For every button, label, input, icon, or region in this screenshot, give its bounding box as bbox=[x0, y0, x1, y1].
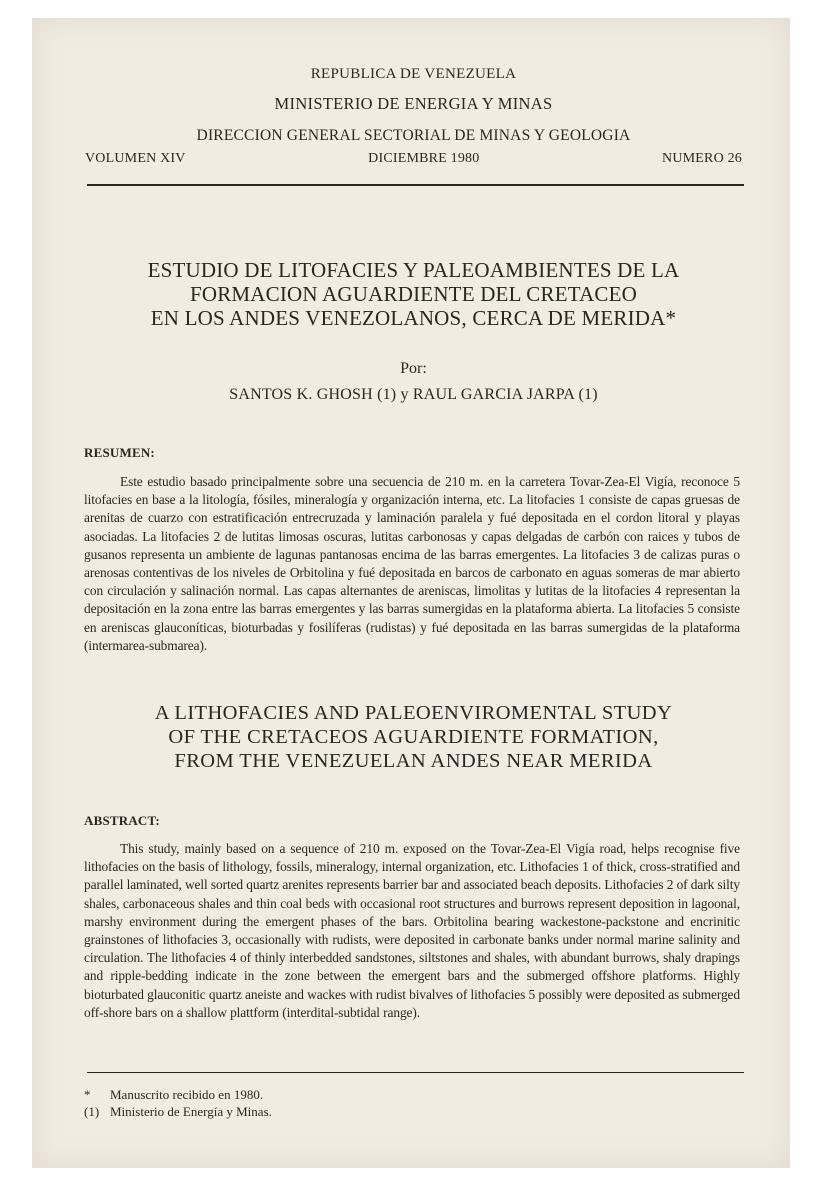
issue-info-row bbox=[85, 151, 742, 167]
issue-date: DICIEMBRE 1980 bbox=[368, 151, 480, 166]
summary-label: RESUMEN: bbox=[84, 445, 155, 460]
spanish-title-line: EN LOS ANDES VENEZOLANOS, CERCA DE MERIDA* bbox=[150, 306, 677, 330]
byline-label: Por: bbox=[400, 360, 427, 377]
footnote-text: Manuscrito recibido en 1980. bbox=[110, 1087, 264, 1102]
abstract-text: This study, mainly based on a sequence of 210 m. exposed on the Tovar-Zea-El Vigía road, helps recognise five lithofacies on the basis of lithology, fossils, mineralogy, internal organization, etc. Lithofacies 1 of thick, cross-stratified and parallel laminated, well sorted quartz arenites represents barrier bar and associated beach deposits. Lithofacies 2 of dark silty shales, carbonaceous shales and thin coal beds with occasional root structures and burrows represent deposition in lagoonal, marshy environment during the emergent phases of the bars. Orbitolina bearing wackestone-packstone and encrinitic grainstones of lithofacies 3, occasionally with rudists, were deposited in carbonate banks under normal marine salinity and circulation. The lithofacies 4 of thinly interbedded sandstones, siltstones and shales, with abundant burrows, shaly drapings and ripple-bedding indicate in the zone between the emergent bars and the submerged offshore platforms. Highly bioturbated glauconitic quartz aneiste and wackes with rudist bivalves of lithofacies 5 possibly were deposited as submerged off-shore bars on a shallow plattform (interdital-subtidal range). bbox=[84, 841, 740, 1020]
spanish-title bbox=[87, 258, 740, 330]
spanish-title-line: FORMACION AGUARDIENTE DEL CRETACEO bbox=[189, 282, 638, 306]
header-directorate: DIRECCION GENERAL SECTORIAL DE MINAS Y GEOLOGIA bbox=[196, 127, 631, 144]
english-title-line: A LITHOFACIES AND PALEOENVIROMENTAL STUDY bbox=[154, 702, 673, 724]
header-ministry: MINISTERIO DE ENERGIA Y MINAS bbox=[274, 94, 553, 113]
footnotes bbox=[84, 1086, 272, 1120]
footnote bbox=[84, 1086, 272, 1103]
footnote-divider bbox=[87, 1072, 744, 1073]
header-country: REPUBLICA DE VENEZUELA bbox=[310, 66, 517, 82]
footnote-text: Ministerio de Energía y Minas. bbox=[110, 1104, 272, 1119]
english-title-line: OF THE CRETACEOS AGUARDIENTE FORMATION, bbox=[168, 726, 659, 748]
footnote bbox=[84, 1103, 272, 1120]
abstract-label: ABSTRACT: bbox=[84, 813, 160, 828]
volume-label: VOLUMEN XIV bbox=[85, 151, 186, 166]
english-title bbox=[87, 701, 740, 773]
footnote-mark: (1) bbox=[84, 1104, 100, 1119]
footnote-mark: * bbox=[84, 1087, 91, 1102]
authors: SANTOS K. GHOSH (1) y RAUL GARCIA JARPA (1) bbox=[229, 386, 598, 403]
journal-page bbox=[32, 18, 790, 1168]
english-title-line: FROM THE VENEZUELAN ANDES NEAR MERIDA bbox=[174, 750, 653, 772]
header-divider bbox=[87, 184, 744, 186]
spanish-title-line: ESTUDIO DE LITOFACIES Y PALEOAMBIENTES DE LA bbox=[147, 258, 680, 282]
issue-number: NUMERO 26 bbox=[662, 151, 742, 166]
summary-text: Este estudio basado principalmente sobre una secuencia de 210 m. en la carretera Tovar-Zea-El Vigía, reconoce 5 litofacies en base a la litología, fósiles, mineralogía y organización interna, etc. La litofacies 1 consiste de capas gruesas de arenitas de cuarzo con estratificación entrecruzada y laminación paralela y fué depositada en el cordon litoral y playas asociadas. La litofacies 2 de lutitas limosas oscuras, lutitas carbonosas y capas delgadas de carbón con raices y tubos de gusanos representa un ambiente de lagunas pantanosas encima de las barras emergentes. La litofacies 3 de calizas puras o arenosas contentivas de los niveles de Orbitolina y fué depositada en barcos de carbonato en aguas someras de mar abierto con circulación y salinación normal. Las capas alternantes de areniscas, limolitas y lutitas de la litofacies 4 representan la depositación en la zona entre las barras emergentes y las barras sumergidas en la plataforma abierta. La litofacies 5 consiste en areniscas glauconíticas, bioturbadas y fosilíferas (rudistas) y fué depositada en las barras sumergidas de la plataforma (intermarea-submarea). bbox=[84, 474, 740, 653]
